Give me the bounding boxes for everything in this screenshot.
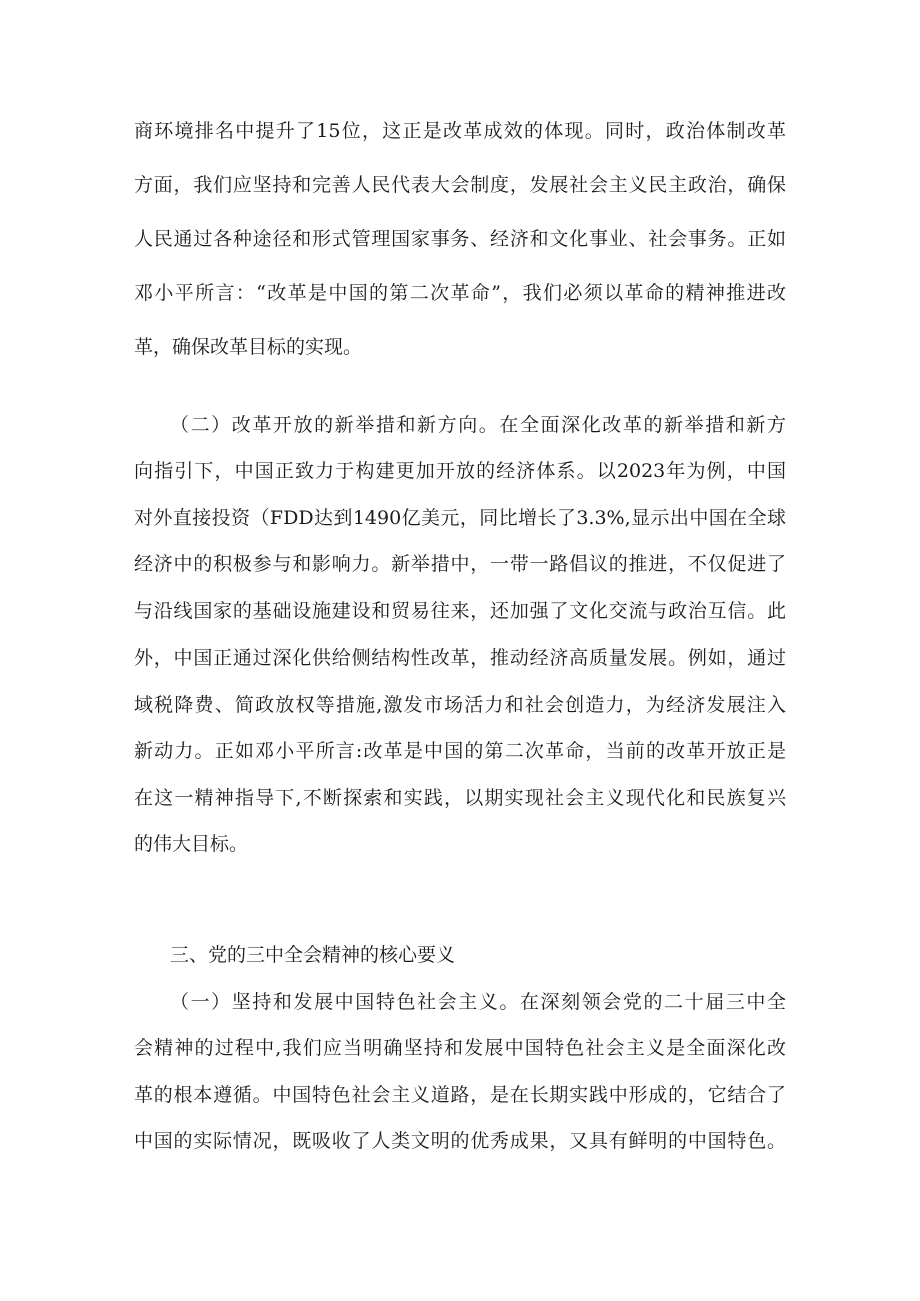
text-line: 外，中国正通过深化供给侧结构性改革，推动经济高质量发展。例如，通过 (134, 647, 786, 669)
text-line: 与沿线国家的基础设施建设和贸易往来，还加强了文化交流与政治互信。此 (134, 600, 786, 622)
text-line: 方面，我们应坚持和完善人民代表大会制度，发展社会主义民主政治，确保 (134, 174, 786, 196)
text-line: 革，确保改革目标的实现。 (134, 336, 363, 358)
text-line: 在这一精神指导下,不断探索和实践，以期实现社会主义现代化和民族复兴 (134, 787, 786, 809)
text-line: 新动力。正如邓小平所言:改革是中国的第二次革命，当前的改革开放正是 (134, 740, 786, 762)
heading-line: 三、党的三中全会精神的核心要义 (170, 944, 456, 966)
text-line: 的伟大目标。 (134, 833, 249, 855)
text-line: （一）坚持和发展中国特色社会主义。在深刻领会党的二十届三中全 (170, 991, 786, 1013)
text-line: 商环境排名中提升了15位，这正是改革成效的体现。同时，政治体制改革 (134, 120, 786, 142)
text-line: 中国的实际情况，既吸收了人类文明的优秀成果，又具有鲜明的中国特色。 (134, 1130, 786, 1152)
text-line: 向指引下，中国正致力于构建更加开放的经济体系。以2023年为例，中国 (134, 460, 786, 482)
text-line: （二）改革开放的新举措和新方向。在全面深化改革的新举措和新方 (170, 414, 786, 436)
text-line: 会精神的过程中,我们应当明确坚持和发展中国特色社会主义是全面深化改 (134, 1037, 786, 1059)
text-line: 人民通过各种途径和形式管理国家事务、经济和文化事业、社会事务。正如 (134, 228, 786, 250)
text-line: 对外直接投资（FDD达到1490亿美元，同比增长了3.3%,显示出中国在全球 (134, 507, 786, 529)
text-line: 经济中的积极参与和影响力。新举措中，一带一路倡议的推进，不仅促进了 (134, 553, 786, 575)
text-line: 邓小平所言：“改革是中国的第二次革命”，我们必须以革命的精神推进改 (134, 282, 786, 304)
text-line: 域税降费、简政放权等措施,激发市场活力和社会创造力，为经济发展注入 (134, 694, 786, 716)
text-line: 革的根本遵循。中国特色社会主义道路，是在长期实践中形成的，它结合了 (134, 1084, 786, 1106)
